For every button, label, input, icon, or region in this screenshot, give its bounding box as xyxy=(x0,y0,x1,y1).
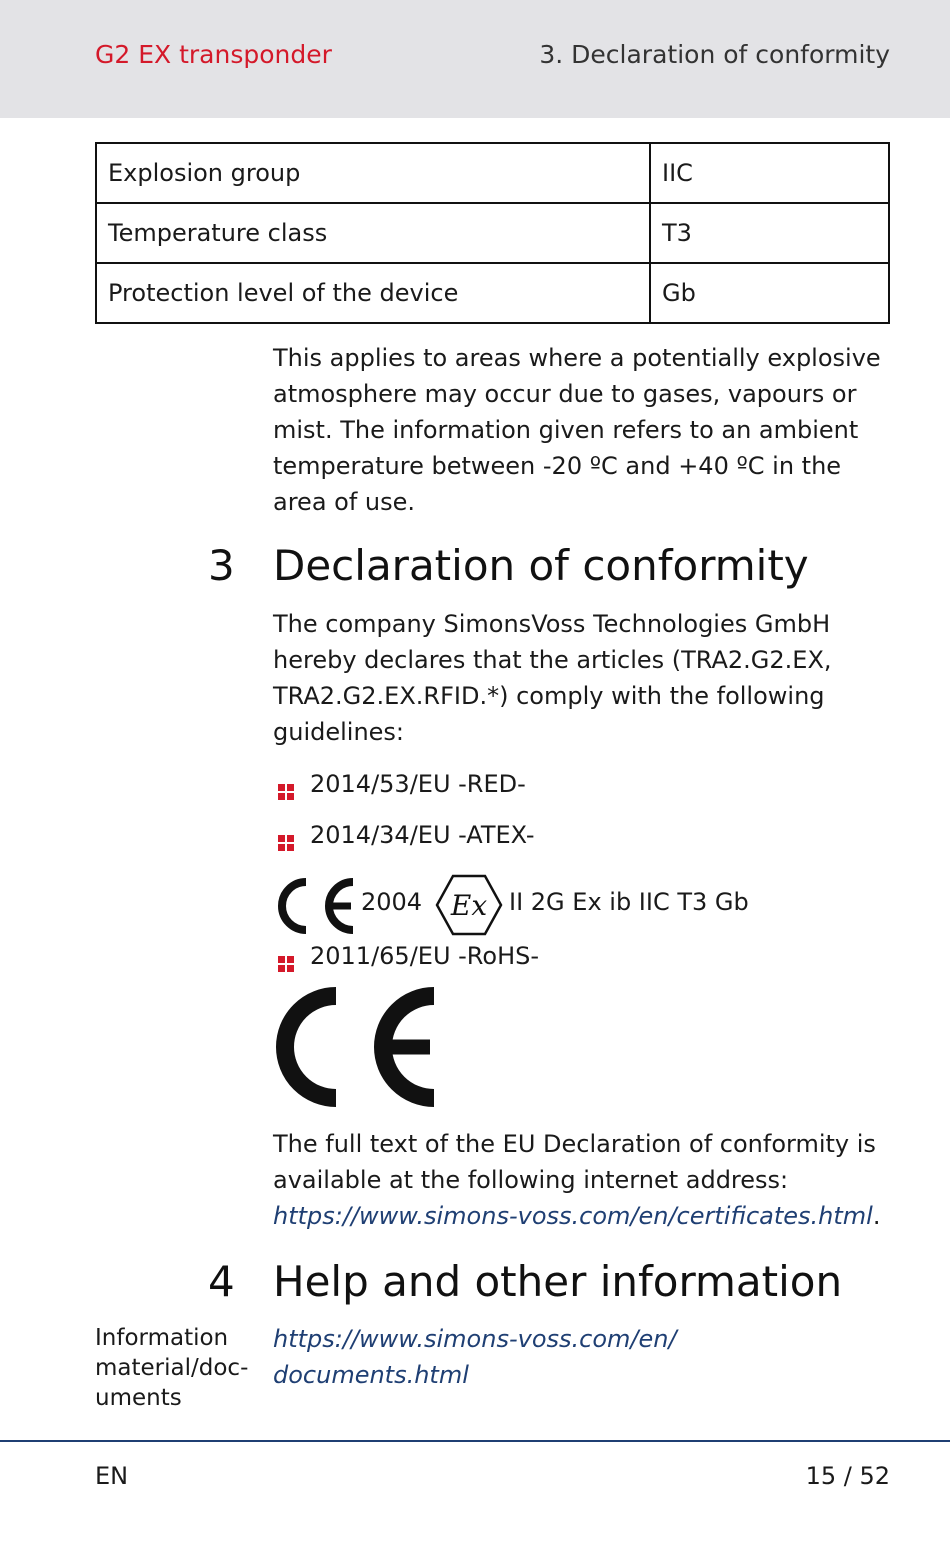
guideline-item-rohs xyxy=(278,938,539,974)
table-cell-label: Protection level of the device xyxy=(96,263,650,323)
ex-hexagon-icon xyxy=(435,874,503,936)
table-cell-value: Gb xyxy=(650,263,889,323)
guideline-item-red xyxy=(278,766,526,802)
bullet-icon xyxy=(278,774,294,790)
footer-divider xyxy=(0,1440,950,1442)
page-header xyxy=(0,0,950,118)
table-cell-value: T3 xyxy=(650,203,889,263)
certificates-link[interactable]: https://www.simons-voss.com/en/certificates.html xyxy=(273,1202,873,1230)
documents-link-line[interactable]: documents.html xyxy=(273,1361,469,1389)
guideline-text: 2014/53/EU -RED- xyxy=(310,770,526,798)
section-4-heading: Help and other information xyxy=(273,1257,843,1306)
guideline-item-atex xyxy=(278,817,535,853)
info-label-line: Information xyxy=(95,1325,229,1351)
bullet-icon xyxy=(278,946,294,962)
section-4-number: 4 xyxy=(208,1257,235,1306)
documents-link-line[interactable]: https://www.simons-voss.com/en/ xyxy=(273,1325,677,1353)
guideline-text: 2011/65/EU -RoHS- xyxy=(310,942,540,970)
ce-mark-small-icon xyxy=(273,876,359,936)
declaration-suffix: . xyxy=(872,1202,881,1230)
footer-language: EN xyxy=(95,1462,129,1490)
atex-marking-text: II 2G Ex ib IIC T3 Gb xyxy=(509,888,749,916)
section-3-heading: Declaration of conformity xyxy=(273,541,809,590)
declaration-text: The full text of the EU Declaration of conformity is available at the following internet address: xyxy=(273,1130,876,1194)
table-cell-label: Explosion group xyxy=(96,143,650,203)
info-label-line: uments xyxy=(95,1385,182,1411)
table-cell-label: Temperature class xyxy=(96,203,650,263)
table-row xyxy=(96,203,889,263)
guideline-text: 2014/34/EU -ATEX- xyxy=(310,821,535,849)
table-row xyxy=(96,263,889,323)
info-material-label xyxy=(95,1323,270,1413)
ex-symbol-text: Ex xyxy=(450,889,488,922)
section-3-number: 3 xyxy=(208,541,235,590)
notified-body-number: 2004 xyxy=(361,888,423,916)
bullet-icon xyxy=(278,825,294,841)
document-title: G2 EX transponder xyxy=(95,40,332,69)
footer-page-number: 15 / 52 xyxy=(805,1462,890,1490)
explosion-spec-table xyxy=(95,142,890,324)
running-section-title: 3. Declaration of conformity xyxy=(539,40,890,69)
table-row xyxy=(96,143,889,203)
documents-link[interactable] xyxy=(273,1321,893,1393)
intro-paragraph: This applies to areas where a potentially explosive atmosphere may occur due to gases, vapours or mist. The information given refers to an ambient temperature between -20 ºC and +40 ºC in the area of use. xyxy=(273,344,881,516)
table-cell-value: IIC xyxy=(650,143,889,203)
info-label-line: material/doc- xyxy=(95,1355,249,1381)
section-3-paragraph: The company SimonsVoss Technologies GmbH hereby declares that the articles (TRA2.G2.EX, TRA2.G2.EX.RFID.*) comply with the following guidelines: xyxy=(273,610,832,746)
ce-mark-large-icon xyxy=(272,986,442,1108)
declaration-full-text xyxy=(273,1126,893,1234)
